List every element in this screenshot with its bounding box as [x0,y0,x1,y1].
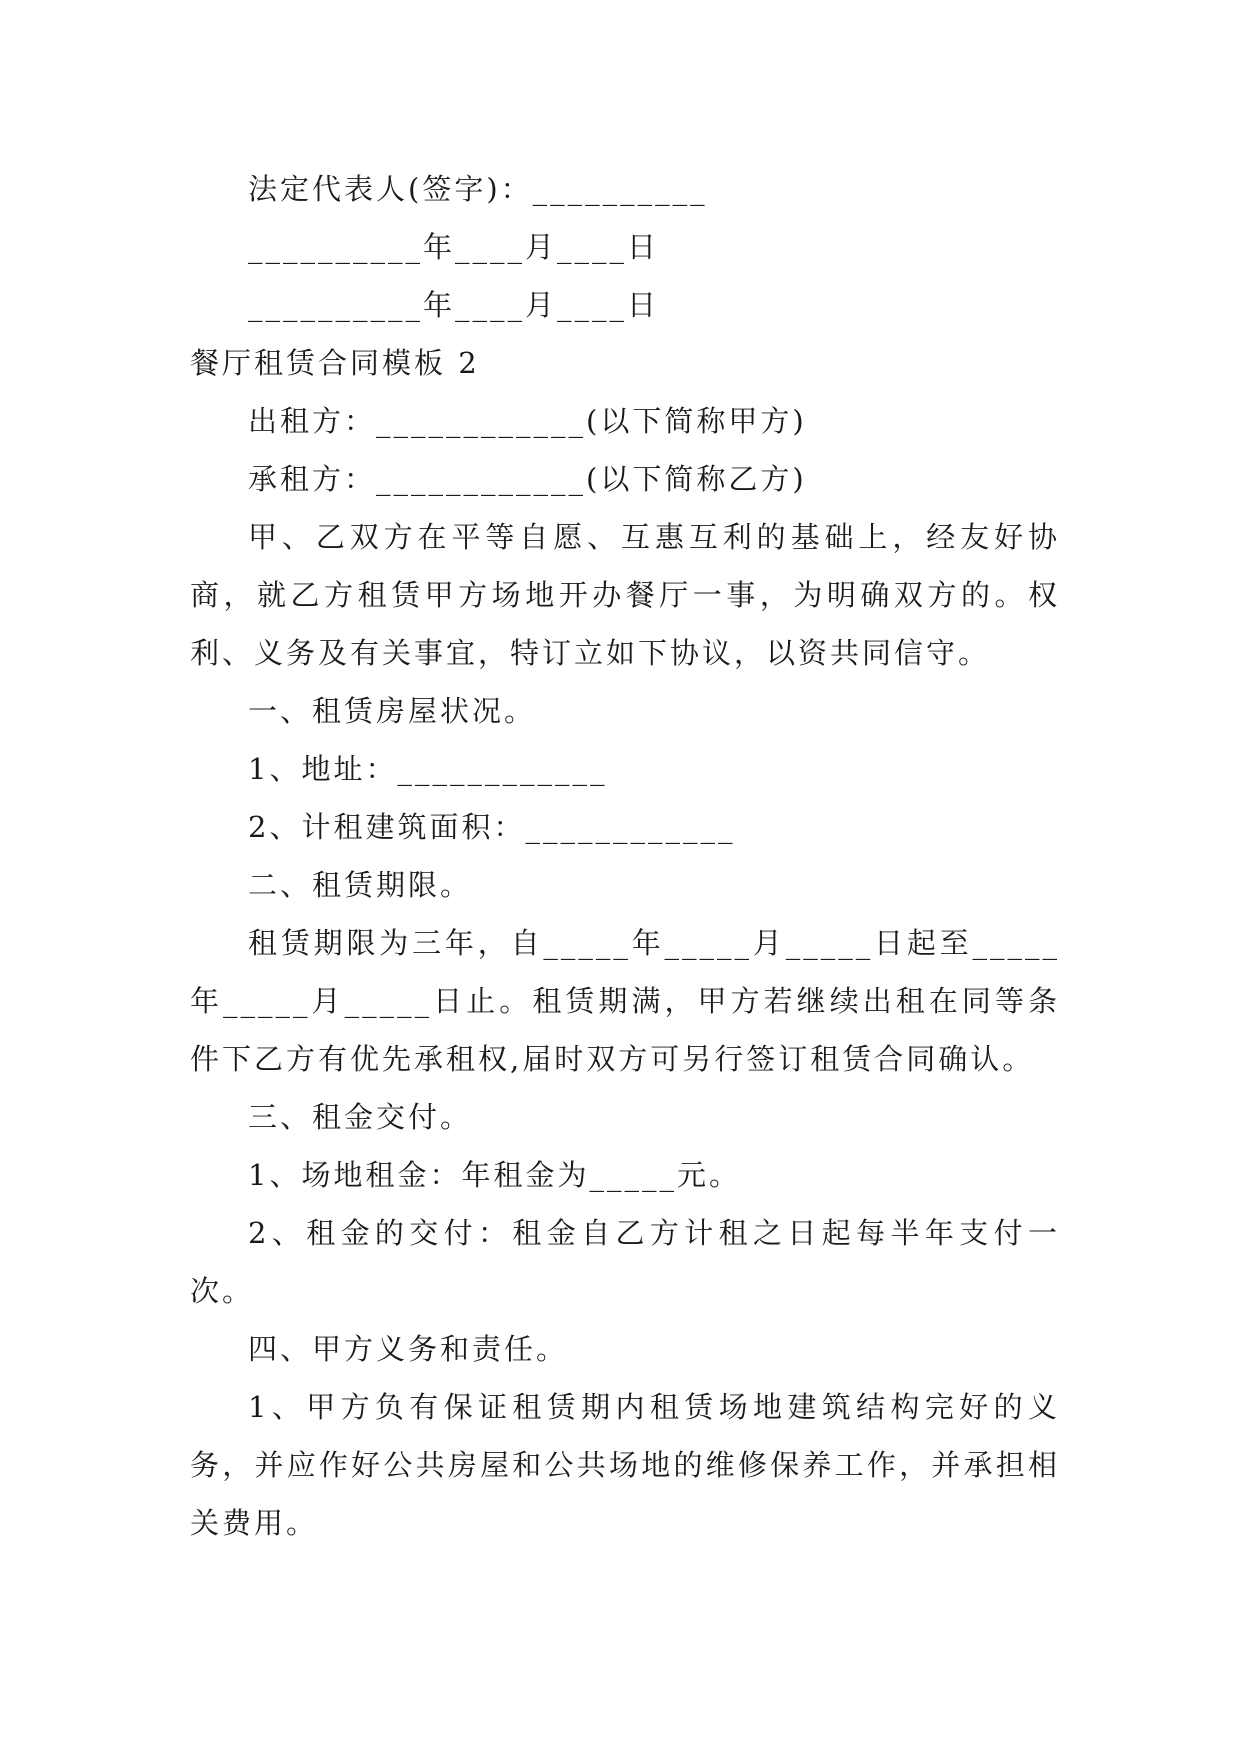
clause-3-2-payment: 2、租金的交付：租金自乙方计租之日起每半年支付一次。 [190,1216,1060,1308]
clause-heading-4: 四、甲方义务和责任。 [248,1332,569,1366]
clause-heading-1: 一、租赁房屋状况。 [248,694,537,728]
clause-heading-2: 二、租赁期限。 [248,868,473,902]
date-line-1: __________年____月____日 [248,230,660,264]
clause-1-2-area: 2、计租建筑面积：____________ [248,810,736,844]
date-line-2: __________年____月____日 [248,288,660,322]
contract-text [190,160,1060,1552]
clause-heading-3: 三、租金交付。 [248,1100,473,1134]
section-title: 餐厅租赁合同模板 2 [190,346,480,380]
lessor-line: 出租方：____________(以下简称甲方) [248,404,807,438]
clause-1-1-address: 1、地址：____________ [248,752,608,786]
clause-3-1-rent: 1、场地租金：年租金为_____元。 [248,1158,741,1192]
clause-2-term: 租赁期限为三年，自_____年_____月_____日起至_____年_____月_____日止。租赁期满，甲方若继续出租在同等条件下乙方有优先承租权,届时双方可另行签订租赁合同确认。 [190,926,1060,1076]
legal-representative-signature-line: 法定代表人(签字)：__________ [248,172,708,206]
clause-4-1-obligation: 1、甲方负有保证租赁期内租赁场地建筑结构完好的义务，并应作好公共房屋和公共场地的维修保养工作，并承担相关费用。 [190,1390,1060,1540]
lessee-line: 承租方：____________(以下简称乙方) [248,462,807,496]
preamble-paragraph: 甲、乙双方在平等自愿、互惠互利的基础上，经友好协商，就乙方租赁甲方场地开办餐厅一事，为明确双方的。权利、义务及有关事宜，特订立如下协议，以资共同信守。 [190,520,1060,670]
